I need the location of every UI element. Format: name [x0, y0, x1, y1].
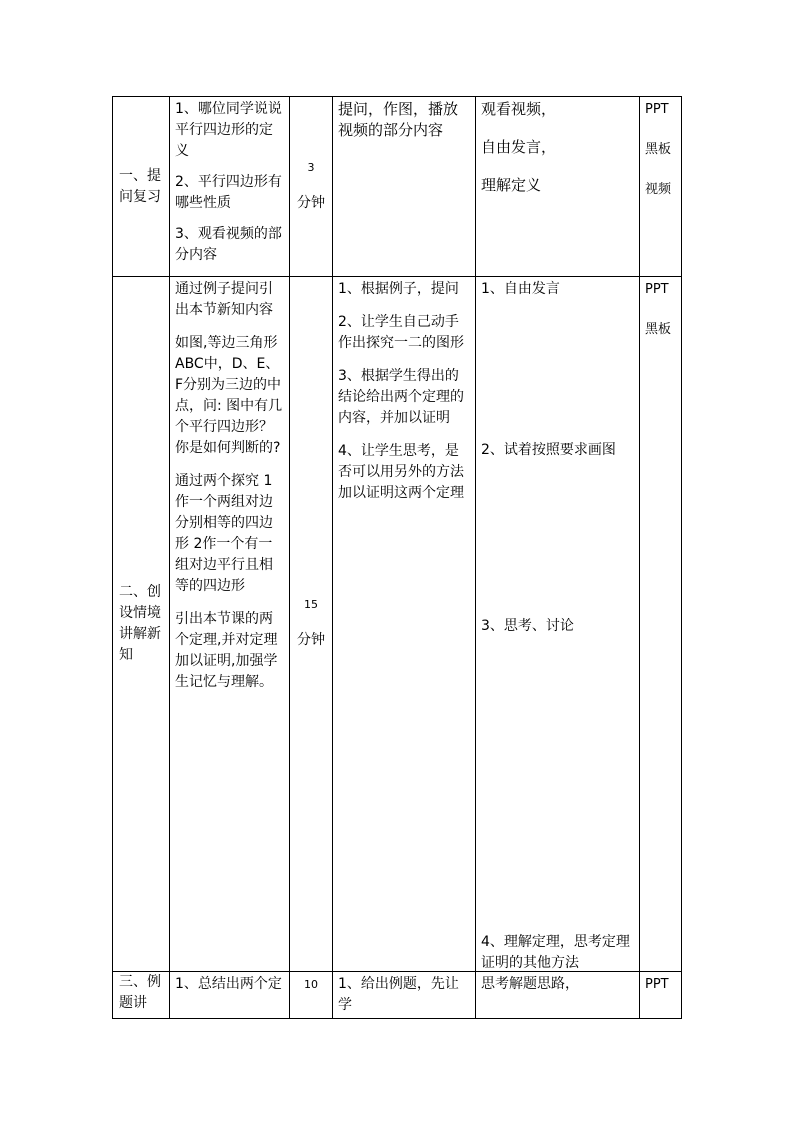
content-cell [170, 97, 290, 277]
content-item: 引出本节课的两个定理,并对定理加以证明,加强学生记忆与理解。 [175, 611, 278, 690]
time-cell [290, 97, 333, 277]
time-cell [290, 277, 333, 972]
teacher-item: 2、让学生自己动手作出探究一二的图形 [338, 314, 464, 351]
student-item: 2、试着按照要求画图 [481, 442, 616, 458]
resource-item: 黑板 [645, 142, 672, 157]
teacher-item: 4、让学生思考，是否可以用另外的方法加以证明这两个定理 [338, 443, 464, 501]
teacher-item: 1、给出例题，先让学 [338, 976, 459, 1013]
time-cell [290, 972, 333, 1019]
student-item: 理解定义 [481, 176, 542, 194]
content-item: 3、观看视频的部分内容 [175, 226, 282, 263]
resource-item: PPT [645, 282, 669, 297]
content-item: 通过两个探究 1作一个两组对边分别相等的四边形 2作一个有一组对边平行且相等的四边形 [175, 473, 273, 594]
student-item: 自由发言， [481, 138, 557, 156]
stage-cell: 二、创设情境讲解新知 [113, 277, 170, 972]
content-cell [170, 972, 290, 1019]
teacher-cell [333, 97, 476, 277]
resource-item: PPT [645, 977, 669, 992]
time-number: 10 [304, 978, 318, 991]
content-item: 2、平行四边形有哪些性质 [175, 174, 282, 211]
content-item: 1、总结出两个定 [175, 976, 282, 992]
student-item: 观看视频， [481, 100, 557, 118]
time-number: 3 [307, 160, 315, 174]
resource-item: 视频 [645, 182, 672, 197]
stage-cell: 三、例题讲 [113, 972, 170, 1019]
student-item: 思考解题思路， [481, 976, 579, 992]
resources-cell [640, 97, 682, 277]
resources-cell [640, 277, 682, 972]
teacher-item: 提问，作图，播放视频的部分内容 [338, 100, 459, 139]
time-unit: 分钟 [297, 194, 325, 211]
teacher-cell [333, 972, 476, 1019]
content-item: 通过例子提问引出本节新知内容 [175, 281, 273, 318]
content-item: 如图,等边三角形ABC中，D、E、F分别为三边的中点，问: 图中有几个平行四边形？你是如何判断的? [175, 335, 283, 456]
resource-item: PPT [645, 102, 669, 117]
time-number: 15 [304, 598, 318, 611]
stage-cell: 一、提问复习 [113, 97, 170, 277]
student-cell [476, 972, 640, 1019]
time-unit: 分钟 [297, 632, 325, 648]
table-row [113, 277, 682, 972]
resource-item: 黑板 [645, 322, 672, 337]
resources-cell [640, 972, 682, 1019]
content-cell [170, 277, 290, 972]
student-item: 4、理解定理，思考定理证明的其他方法 [481, 934, 630, 971]
table-row [113, 972, 682, 1019]
teacher-cell [333, 277, 476, 972]
lesson-plan-table [112, 96, 682, 1019]
teacher-item: 1、根据例子，提问 [338, 281, 459, 297]
table-row [113, 97, 682, 277]
teacher-item: 3、根据学生得出的结论给出两个定理的内容，并加以证明 [338, 368, 464, 426]
student-cell [476, 97, 640, 277]
content-item: 1、哪位同学说说平行四边形的定义 [175, 101, 282, 159]
student-item: 1、自由发言 [481, 281, 560, 297]
student-item: 3、思考、讨论 [481, 618, 574, 634]
student-cell [476, 277, 640, 972]
